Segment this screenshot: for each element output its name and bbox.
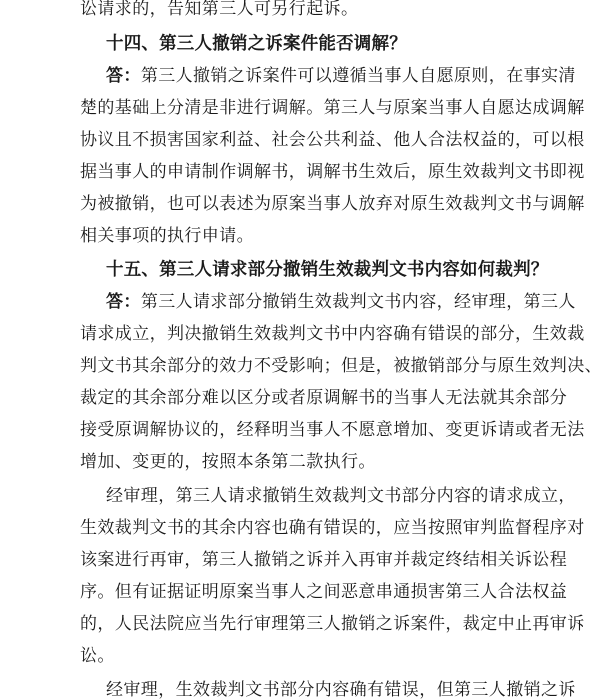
body-text-line: 经审理，第三人请求撤销生效裁判文书部分内容的请求成立， bbox=[106, 486, 576, 506]
body-text-line: 生效裁判文书的其余内容也确有错误的，应当按照审判监督程序对 bbox=[80, 518, 585, 538]
body-text-line: 增加、变更的，按照本条第二款执行。 bbox=[80, 452, 376, 472]
section-heading-15: 十五、第三人请求部分撤销生效裁判文书内容如何裁判？ bbox=[106, 260, 549, 280]
body-text-line: 相关事项的执行申请。 bbox=[80, 226, 254, 246]
body-text-span: 第三人撤销之诉案件可以遵循当事人自愿原则，在事实清 bbox=[140, 66, 576, 86]
section-heading-14: 十四、第三人撤销之诉案件能否调解？ bbox=[106, 34, 407, 54]
body-text-line: 为被撤销，也可以表述为原案当事人放弃对原生效裁判文书与调解 bbox=[80, 194, 585, 214]
body-text-line: 判文书其余部分的效力不受影响；但是，被撤销部分与原生效判决、 bbox=[80, 356, 602, 376]
body-text-line: 接受原调解协议的，经释明当事人不愿意增加、变更诉请或者无法 bbox=[80, 420, 585, 440]
body-text-span: 第三人请求部分撤销生效裁判文书内容，经审理，第三人 bbox=[140, 292, 576, 312]
answer-label: 答： bbox=[106, 292, 141, 312]
body-text-line: 楚的基础上分清是非进行调解。第三人与原案当事人自愿达成调解 bbox=[80, 98, 585, 118]
answer-paragraph-14-first-line bbox=[106, 66, 576, 86]
answer-label: 答： bbox=[106, 66, 141, 86]
body-text-line: 协议且不损害国家利益、社会公共利益、他人合法权益的，可以根 bbox=[80, 130, 585, 150]
body-text-line: 据当事人的申请制作调解书，调解书生效后，原生效裁判文书即视 bbox=[80, 162, 585, 182]
body-text-line: 裁定的其余部分难以区分或者原调解书的当事人无法就其余部分 bbox=[80, 388, 568, 408]
body-text-line: 序。但有证据证明原案当事人之间恶意串通损害第三人合法权益 bbox=[80, 582, 568, 602]
body-text-line: 讼请求的，告知第三人可另行起诉。 bbox=[80, 0, 359, 19]
body-text-line: 经审理，生效裁判文书部分内容确有错误，但第三人撤销之诉 bbox=[106, 680, 576, 700]
body-text-line: 该案进行再审，第三人撤销之诉并入再审并裁定终结相关诉讼程 bbox=[80, 550, 568, 570]
body-text-line: 请求成立，判决撤销生效裁判文书中内容确有错误的部分，生效裁 bbox=[80, 324, 585, 344]
answer-paragraph-15-first-line bbox=[106, 292, 576, 312]
body-text-line: 讼。 bbox=[80, 646, 115, 666]
body-text-line: 的，人民法院应当先行审理第三人撤销之诉案件，裁定中止再审诉 bbox=[80, 614, 585, 634]
